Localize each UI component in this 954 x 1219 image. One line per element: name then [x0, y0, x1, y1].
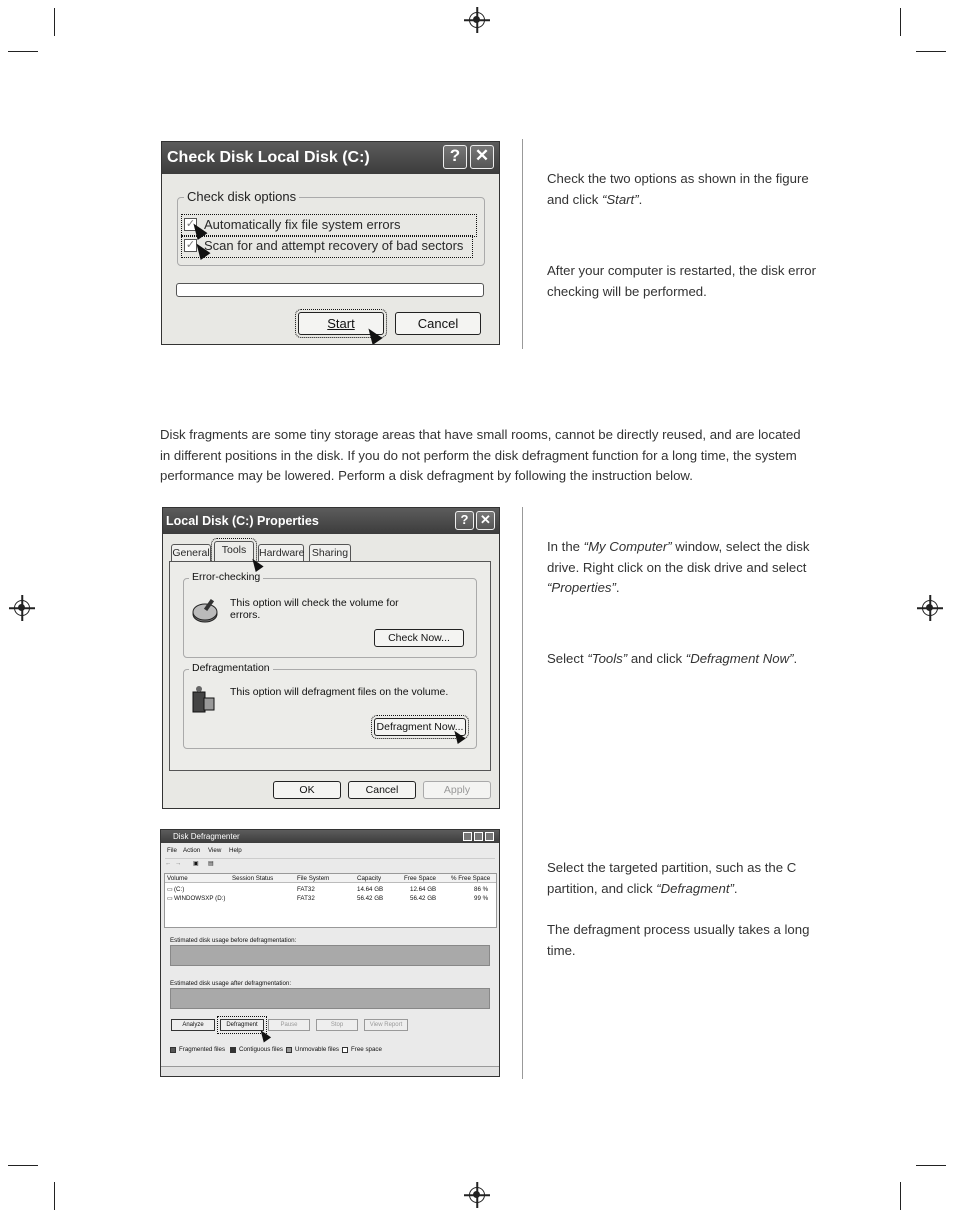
- legend-label: Free space: [351, 1046, 382, 1053]
- error-checking-group: [183, 571, 477, 658]
- instruction-text: Check the two options as shown in the figure and click: [547, 171, 809, 207]
- dialog-title: Check Disk Local Disk (C:): [167, 149, 370, 166]
- option-label: Automatically fix file system errors: [204, 217, 401, 232]
- crop-mark: [54, 8, 55, 36]
- cell-capacity: 14.64 GB: [357, 886, 384, 893]
- instruction-text: Select: [547, 651, 588, 666]
- instruction-emphasis: “Defragment”: [656, 880, 734, 896]
- table-row[interactable]: [165, 885, 496, 894]
- volume-list: [164, 873, 497, 928]
- legend-label: Fragmented files: [179, 1046, 226, 1053]
- crop-mark: [900, 8, 901, 36]
- ok-button[interactable]: OK: [273, 781, 341, 799]
- menu-action[interactable]: Action: [183, 847, 201, 854]
- defragment-button[interactable]: Defragment: [220, 1019, 264, 1031]
- cell-pct: 99 %: [474, 895, 489, 902]
- column-header[interactable]: Free Space: [404, 875, 436, 882]
- cell-fs: FAT32: [297, 886, 315, 893]
- minimize-button[interactable]: [463, 832, 472, 841]
- registration-mark-icon: [14, 600, 30, 616]
- dialog-title: Local Disk (C:) Properties: [166, 514, 319, 528]
- window-title: Disk Defragmenter: [173, 832, 240, 841]
- group-label: Error-checking: [189, 571, 263, 583]
- error-checking-text: This option will check the volume for errors.: [230, 597, 399, 621]
- check-disk-instruction: [547, 169, 817, 210]
- legend-swatch-free: [342, 1047, 348, 1053]
- check-disk-dialog: [161, 141, 500, 345]
- toolbar: [165, 858, 495, 870]
- instruction-text: .: [638, 191, 643, 207]
- tools-instruction: [547, 649, 817, 670]
- cell-free: 56.42 GB: [410, 895, 437, 902]
- option-scan-sectors[interactable]: [184, 238, 470, 255]
- drive-icon: ▭: [167, 886, 173, 893]
- group-label: Defragmentation: [189, 662, 273, 674]
- tab-general[interactable]: General: [171, 544, 211, 562]
- crop-mark: [916, 1165, 946, 1166]
- maximize-button[interactable]: [474, 832, 483, 841]
- table-row[interactable]: [165, 894, 496, 903]
- drive-icon: ▭: [167, 895, 173, 902]
- back-arrow-icon[interactable]: ←: [165, 860, 172, 867]
- properties-icon[interactable]: ▤: [208, 860, 214, 867]
- instruction-text: Select the targeted partition, such as the C partition, and click: [547, 860, 797, 896]
- help-button[interactable]: ?: [455, 511, 474, 530]
- checkbox-icon[interactable]: ✓: [185, 239, 196, 251]
- window-titlebar: [161, 830, 499, 843]
- registration-mark-icon: [922, 600, 938, 616]
- instruction-text: .: [733, 880, 738, 896]
- defragmenter-instruction: [547, 858, 817, 899]
- divider: [522, 507, 523, 1079]
- after-usage-bar: [170, 988, 490, 1009]
- instruction-emphasis: “My Computer”: [583, 539, 672, 554]
- instruction-text: window, select the disk drive. Right click on the disk drive and select: [547, 539, 810, 575]
- defragment-now-button[interactable]: Defragment Now...: [374, 718, 466, 736]
- column-header[interactable]: Volume: [167, 875, 188, 882]
- option-label: Scan for and attempt recovery of bad sectors: [204, 238, 464, 253]
- before-label: Estimated disk usage before defragmentation:: [170, 937, 297, 944]
- instruction-emphasis: “Properties”: [547, 580, 616, 595]
- column-header[interactable]: % Free Space: [451, 875, 491, 882]
- view-icon[interactable]: ▣: [193, 860, 199, 867]
- crop-mark: [916, 51, 946, 52]
- before-usage-bar: [170, 945, 490, 966]
- group-label: Check disk options: [184, 189, 299, 204]
- crop-mark: [8, 51, 38, 52]
- defragmentation-text: This option will defragment files on the volume.: [230, 686, 449, 698]
- cancel-button[interactable]: Cancel: [395, 312, 481, 335]
- tab-hardware[interactable]: Hardware: [258, 544, 304, 562]
- menu-view[interactable]: View: [208, 847, 222, 854]
- column-header[interactable]: Capacity: [357, 875, 382, 882]
- legend-swatch-contiguous: [230, 1047, 236, 1053]
- legend-swatch-unmovable: [286, 1047, 292, 1053]
- cell-volume: (C:): [174, 886, 185, 893]
- pause-button[interactable]: Pause: [268, 1019, 310, 1031]
- menu-help[interactable]: Help: [229, 847, 242, 854]
- dialog-titlebar: [162, 142, 499, 174]
- defragment-icon: [190, 684, 220, 716]
- instruction-text: .: [615, 580, 620, 595]
- cell-pct: 86 %: [474, 886, 489, 893]
- stop-button[interactable]: Stop: [316, 1019, 358, 1031]
- disk-defragmenter-window: [160, 829, 500, 1077]
- instruction-text: and click: [627, 651, 686, 666]
- crop-mark: [900, 1182, 901, 1210]
- status-bar: [161, 1066, 499, 1077]
- cell-capacity: 56.42 GB: [357, 895, 384, 902]
- close-button[interactable]: ✕: [476, 511, 495, 530]
- defragmenter-note: The defragment process usually takes a long time.: [547, 922, 810, 958]
- apply-button[interactable]: Apply: [423, 781, 491, 799]
- dialog-titlebar: [163, 508, 499, 534]
- divider: [522, 139, 523, 349]
- tab-tools[interactable]: Tools: [214, 541, 254, 562]
- instruction-emphasis: “Start”: [601, 191, 639, 207]
- option-fix-errors[interactable]: [184, 217, 474, 234]
- registration-mark-icon: [469, 12, 485, 28]
- instruction-emphasis: “Defragment Now”: [685, 651, 794, 666]
- legend-label: Unmovable files: [295, 1046, 340, 1053]
- start-button[interactable]: Start: [298, 312, 384, 335]
- tab-sharing[interactable]: Sharing: [309, 544, 351, 562]
- progress-bar: [176, 283, 484, 297]
- cell-free: 12.64 GB: [410, 886, 437, 893]
- properties-dialog: [162, 507, 500, 809]
- crop-mark: [54, 1182, 55, 1210]
- instruction-text: In the: [547, 539, 584, 554]
- menu-file[interactable]: File: [167, 847, 177, 854]
- check-now-button[interactable]: Check Now...: [374, 629, 464, 647]
- cell-fs: FAT32: [297, 895, 315, 902]
- instruction-emphasis: “Tools”: [587, 651, 628, 666]
- after-label: Estimated disk usage after defragmentation:: [170, 980, 292, 987]
- tools-panel: [169, 561, 491, 771]
- close-button[interactable]: ✕: [470, 145, 494, 169]
- close-button[interactable]: [485, 832, 494, 841]
- intro-paragraph: Disk fragments are some tiny storage areas that have small rooms, cannot be directly reused, and are located in different positions in the disk. If you do not perform the disk defragment function for a long time, the system performance may be lowered. Perform a disk defragment by following the instruction below.: [160, 427, 801, 483]
- legend-swatch-fragmented: [170, 1047, 176, 1053]
- instruction-text: .: [793, 651, 798, 666]
- analyze-button[interactable]: Analyze: [171, 1019, 215, 1031]
- cancel-button[interactable]: Cancel: [348, 781, 416, 799]
- column-header[interactable]: File System: [297, 875, 330, 882]
- forward-arrow-icon[interactable]: →: [175, 860, 182, 867]
- checkbox-icon[interactable]: ✓: [185, 218, 196, 230]
- view-report-button[interactable]: View Report: [364, 1019, 408, 1031]
- crop-mark: [8, 1165, 38, 1166]
- help-button[interactable]: ?: [443, 145, 467, 169]
- defragmentation-group: [183, 662, 477, 749]
- properties-instruction: [547, 537, 817, 599]
- legend-label: Contiguous files: [239, 1046, 284, 1053]
- column-header[interactable]: Session Status: [232, 875, 274, 882]
- registration-mark-icon: [469, 1187, 485, 1203]
- cell-volume: WINDOWSXP (D:): [174, 895, 226, 902]
- check-disk-note: After your computer is restarted, the disk error checking will be performed.: [547, 263, 816, 299]
- disk-check-icon: [190, 597, 220, 627]
- volume-list-header: [165, 874, 496, 883]
- legend: [170, 1046, 490, 1056]
